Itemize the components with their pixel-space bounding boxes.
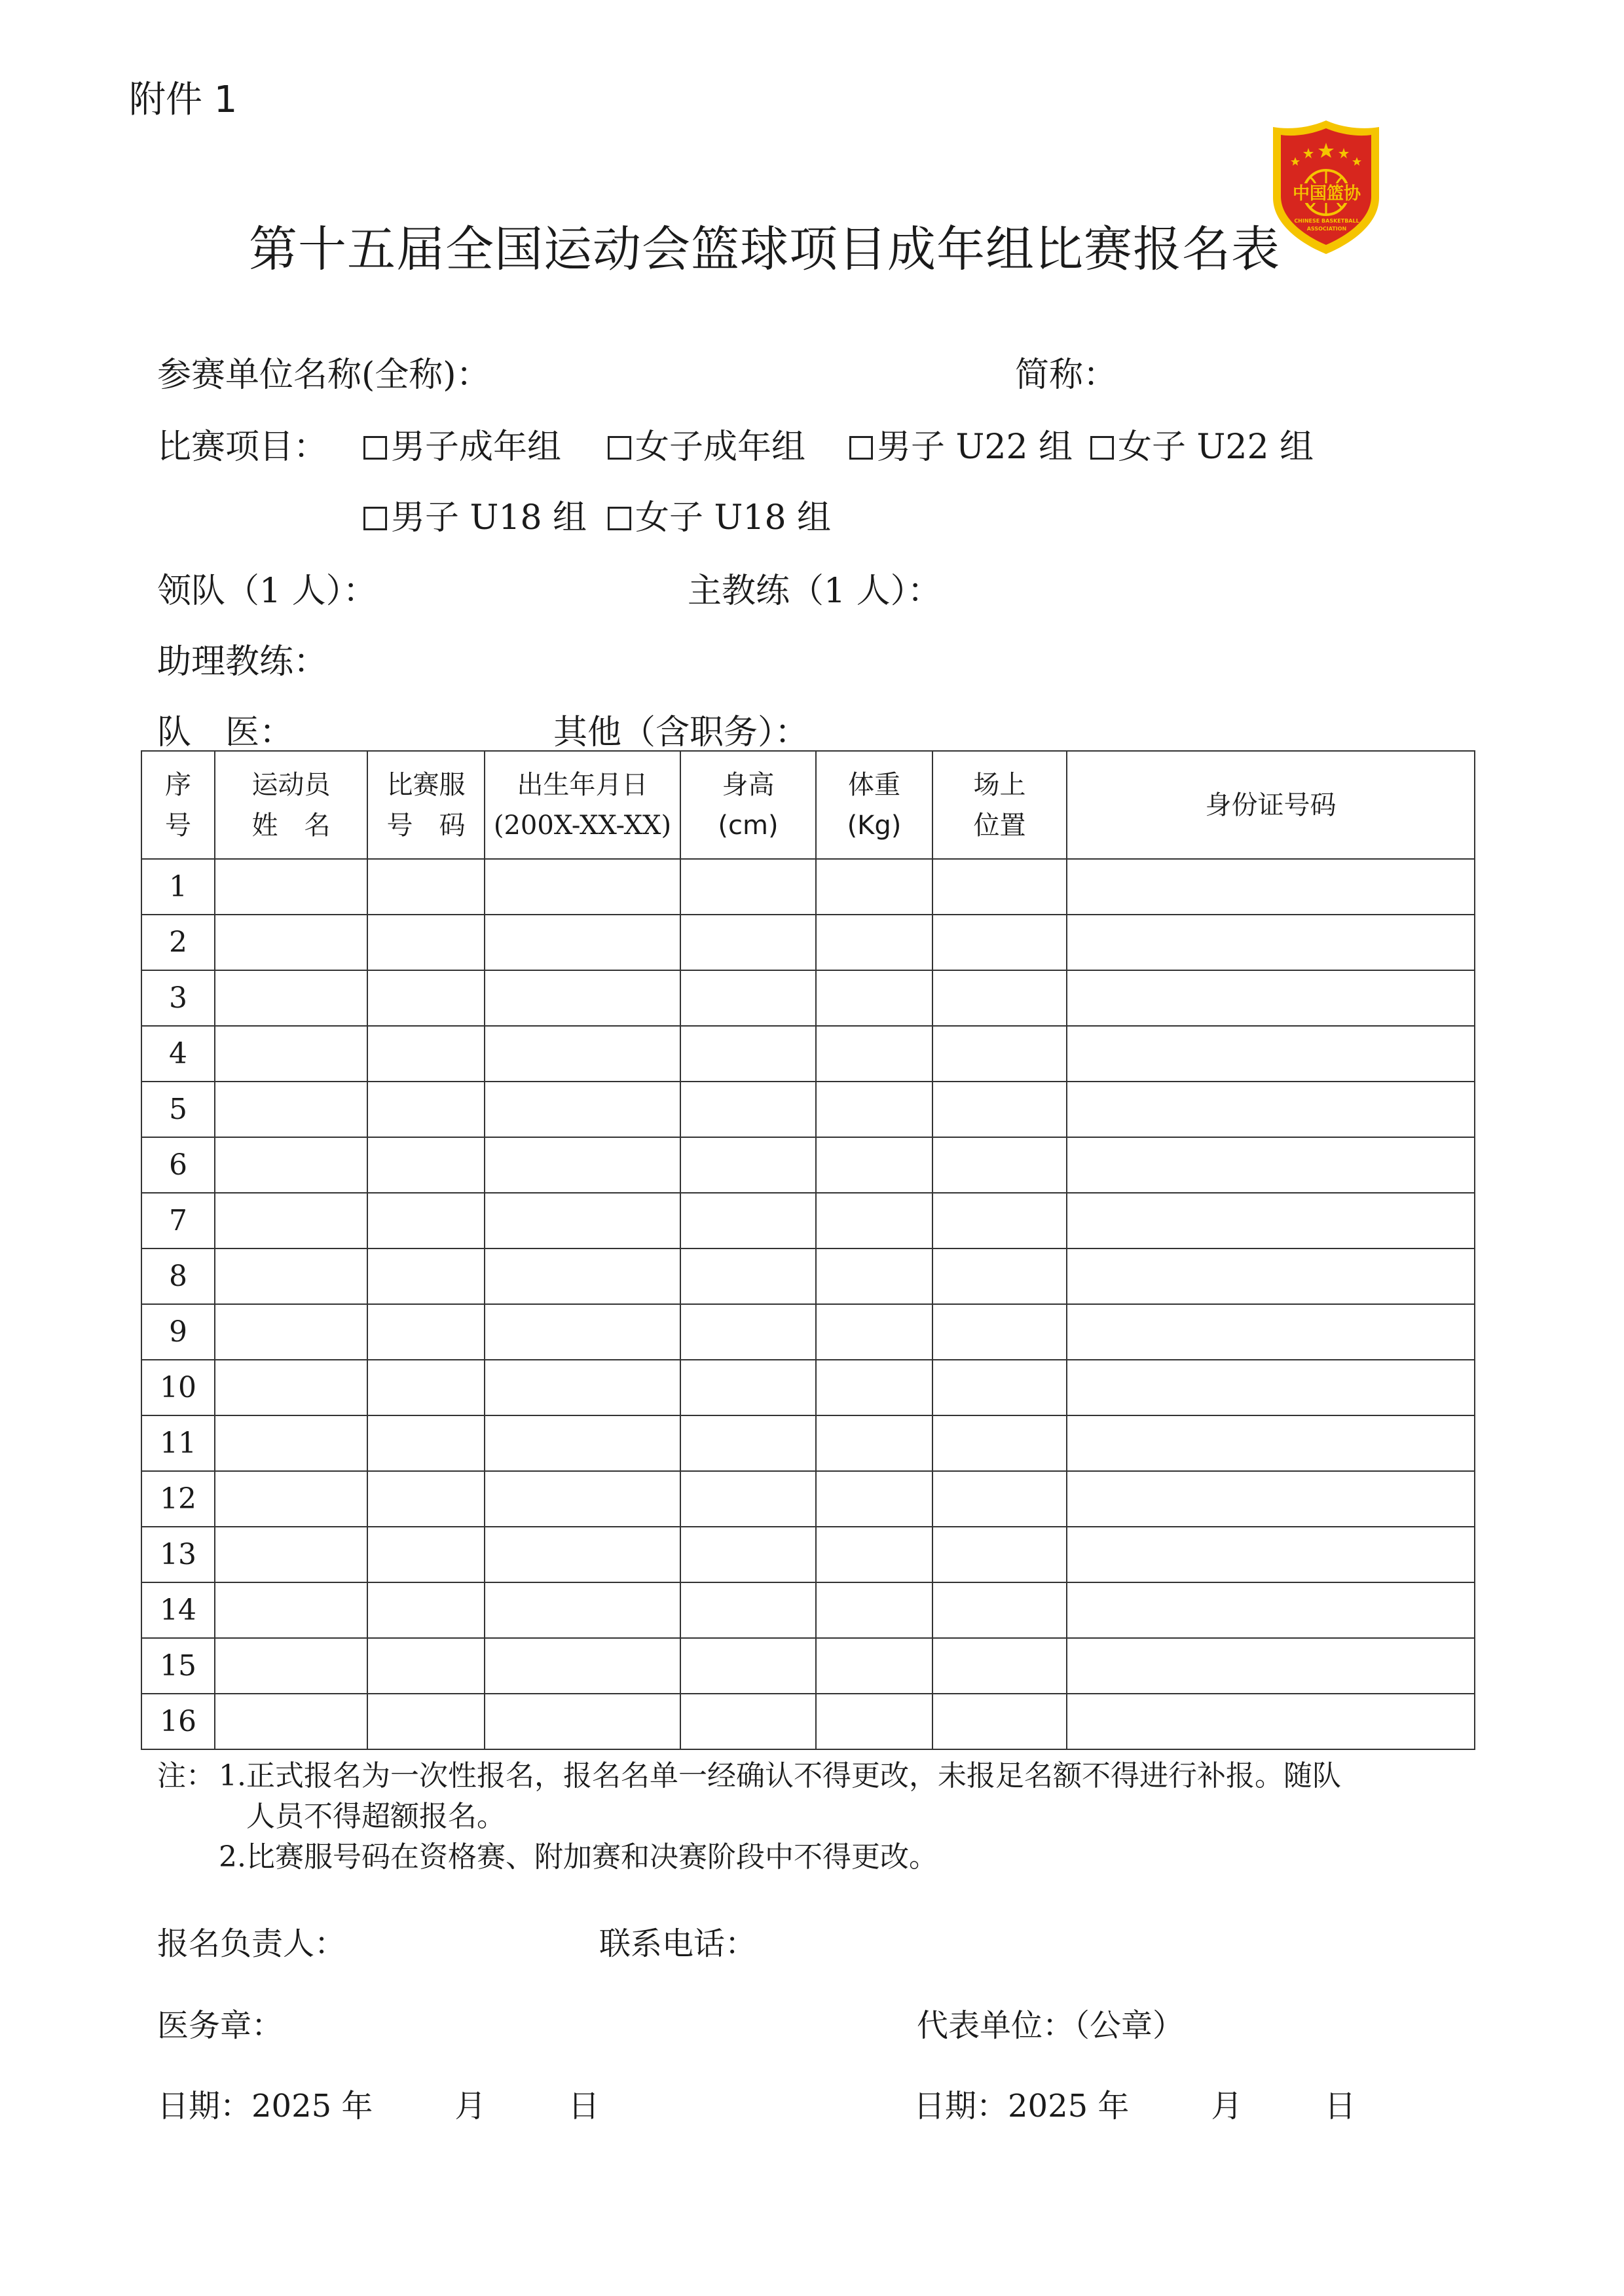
table-cell[interactable] — [215, 1415, 367, 1471]
table-cell[interactable] — [816, 1360, 932, 1415]
table-cell[interactable] — [367, 1026, 485, 1082]
table-cell[interactable] — [1067, 1415, 1475, 1471]
table-cell[interactable] — [367, 1360, 485, 1415]
table-cell[interactable] — [1067, 859, 1475, 915]
row-number: 10 — [141, 1360, 215, 1415]
table-cell[interactable] — [1067, 1638, 1475, 1694]
checkbox-icon[interactable] — [363, 507, 387, 530]
table-cell[interactable] — [680, 1248, 816, 1304]
date-right: 日期：2025 年 月 日 — [913, 2088, 1356, 2124]
page-title: 第十五届全国运动会篮球项目成年组比赛报名表 — [249, 221, 1280, 278]
col-header-seq: 序 号 — [141, 751, 215, 859]
table-cell[interactable] — [485, 1137, 680, 1193]
table-cell[interactable] — [485, 1638, 680, 1694]
table-cell[interactable] — [215, 1694, 367, 1749]
row-number: 6 — [141, 1137, 215, 1193]
table-cell[interactable] — [367, 1527, 485, 1582]
table-cell[interactable] — [816, 1638, 932, 1694]
table-cell[interactable] — [485, 1248, 680, 1304]
table-cell[interactable] — [932, 1527, 1067, 1582]
table-cell[interactable] — [680, 1582, 816, 1638]
table-cell[interactable] — [1067, 1471, 1475, 1527]
table-cell[interactable] — [367, 1471, 485, 1527]
col-header-jersey: 比赛服 号 码 — [367, 751, 485, 859]
table-row — [141, 859, 1475, 915]
table-cell[interactable] — [367, 1415, 485, 1471]
medical-seal-label: 医务章： — [157, 2007, 284, 2044]
table-row — [141, 1026, 1475, 1082]
table-cell[interactable] — [215, 970, 367, 1026]
table-cell[interactable] — [680, 1527, 816, 1582]
event-label: 比赛项目： — [157, 428, 328, 467]
table-cell[interactable] — [485, 1694, 680, 1749]
table-cell[interactable] — [215, 1360, 367, 1415]
table-cell[interactable] — [485, 1471, 680, 1527]
table-cell[interactable] — [367, 1193, 485, 1248]
table-cell[interactable] — [215, 1527, 367, 1582]
table-cell[interactable] — [367, 970, 485, 1026]
note-item-2: 2.比赛服号码在资格赛、附加赛和决赛阶段中不得更改。 — [219, 1840, 938, 1874]
table-cell[interactable] — [485, 1582, 680, 1638]
table-cell[interactable] — [816, 1248, 932, 1304]
table-cell[interactable] — [485, 915, 680, 970]
col-header-name: 运动员 姓 名 — [215, 751, 367, 859]
table-cell[interactable] — [680, 915, 816, 970]
team-leader-label: 领队（1 人）： — [157, 572, 377, 611]
table-cell[interactable] — [1067, 1193, 1475, 1248]
table-cell[interactable] — [215, 859, 367, 915]
table-row — [141, 1527, 1475, 1582]
table-cell[interactable] — [680, 1471, 816, 1527]
table-cell[interactable] — [1067, 1304, 1475, 1360]
table-cell[interactable] — [932, 1026, 1067, 1082]
table-cell[interactable] — [215, 1137, 367, 1193]
row-number: 3 — [141, 970, 215, 1026]
attachment-label: 附件 1 — [129, 79, 238, 121]
table-cell[interactable] — [932, 1137, 1067, 1193]
col-header-weight: 体重 (Kg) — [816, 751, 932, 859]
row-number: 15 — [141, 1638, 215, 1694]
table-cell[interactable] — [680, 1638, 816, 1694]
table-cell[interactable] — [816, 1193, 932, 1248]
table-cell[interactable] — [1067, 1248, 1475, 1304]
row-number: 1 — [141, 859, 215, 915]
table-cell[interactable] — [680, 1026, 816, 1082]
col-header-height: 身高 (cm) — [680, 751, 816, 859]
table-cell[interactable] — [932, 915, 1067, 970]
table-cell[interactable] — [367, 1638, 485, 1694]
table-cell[interactable] — [680, 1360, 816, 1415]
table-cell[interactable] — [367, 1137, 485, 1193]
table-row — [141, 915, 1475, 970]
table-cell[interactable] — [932, 1471, 1067, 1527]
contact-person-label: 报名负责人： — [157, 1925, 346, 1962]
table-cell[interactable] — [485, 1304, 680, 1360]
table-cell[interactable] — [367, 1694, 485, 1749]
logo-text-cn: 中国篮协 — [1292, 184, 1361, 204]
table-row — [141, 1304, 1475, 1360]
table-cell[interactable] — [485, 970, 680, 1026]
event-option[interactable]: 男子 U22 组 — [849, 419, 1073, 468]
event-option[interactable]: 女子成年组 — [608, 419, 805, 468]
row-number: 7 — [141, 1193, 215, 1248]
table-cell[interactable] — [680, 859, 816, 915]
table-row — [141, 1582, 1475, 1638]
svg-text:CHINESE BASKETBALL: CHINESE BASKETBALL — [1294, 218, 1359, 224]
table-cell[interactable] — [215, 1082, 367, 1137]
table-row — [141, 1082, 1475, 1137]
table-cell[interactable] — [816, 1304, 932, 1360]
table-cell[interactable] — [1067, 1082, 1475, 1137]
table-cell[interactable] — [932, 970, 1067, 1026]
table-cell[interactable] — [680, 1304, 816, 1360]
table-cell[interactable] — [215, 1193, 367, 1248]
table-cell[interactable] — [485, 1415, 680, 1471]
unit-name-label: 参赛单位名称(全称)： — [157, 355, 490, 395]
table-cell[interactable] — [485, 1193, 680, 1248]
row-number: 9 — [141, 1304, 215, 1360]
table-row — [141, 1360, 1475, 1415]
row-number: 11 — [141, 1415, 215, 1471]
table-cell[interactable] — [816, 1694, 932, 1749]
unit-short-name-label: 简称： — [1015, 355, 1118, 395]
team-doctor-label: 队 医： — [157, 713, 294, 752]
table-cell[interactable] — [680, 1415, 816, 1471]
table-row — [141, 1638, 1475, 1694]
table-cell[interactable] — [932, 859, 1067, 915]
table-cell[interactable] — [1067, 1582, 1475, 1638]
table-row — [141, 1415, 1475, 1471]
checkbox-icon[interactable] — [608, 507, 631, 530]
table-cell[interactable] — [1067, 1360, 1475, 1415]
table-cell[interactable] — [680, 970, 816, 1026]
other-staff-label: 其他（含职务）： — [553, 713, 809, 752]
assistant-coach-label: 助理教练： — [157, 642, 328, 682]
table-cell[interactable] — [816, 1415, 932, 1471]
table-cell[interactable] — [367, 1582, 485, 1638]
table-cell[interactable] — [932, 1694, 1067, 1749]
table-cell[interactable] — [215, 1248, 367, 1304]
table-cell[interactable] — [816, 1582, 932, 1638]
checkbox-icon[interactable] — [363, 436, 387, 460]
table-cell[interactable] — [485, 1360, 680, 1415]
table-cell[interactable] — [485, 1026, 680, 1082]
notes-prefix: 注： — [157, 1759, 215, 1793]
table-cell[interactable] — [367, 915, 485, 970]
event-option[interactable]: 男子成年组 — [363, 419, 561, 468]
note-item-1: 1.正式报名为一次性报名，报名名单一经确认不得更改，未报足名额不得进行补报。随队 — [219, 1759, 1341, 1793]
event-option[interactable]: 男子 U18 组 — [363, 490, 587, 539]
row-number: 14 — [141, 1582, 215, 1638]
event-option[interactable]: 女子 U18 组 — [608, 490, 831, 539]
table-row — [141, 970, 1475, 1026]
row-number: 12 — [141, 1471, 215, 1527]
table-cell[interactable] — [680, 1082, 816, 1137]
table-cell[interactable] — [1067, 1137, 1475, 1193]
chinese-basketball-association-logo — [1269, 119, 1384, 257]
table-cell[interactable] — [932, 1582, 1067, 1638]
table-cell[interactable] — [367, 1304, 485, 1360]
table-row — [141, 1137, 1475, 1193]
roster-table — [141, 750, 1475, 1750]
col-header-id-number: 身份证号码 — [1067, 751, 1475, 859]
table-cell[interactable] — [932, 1638, 1067, 1694]
event-option[interactable]: 女子 U22 组 — [1090, 419, 1314, 468]
table-cell[interactable] — [485, 1082, 680, 1137]
table-cell[interactable] — [680, 1694, 816, 1749]
table-cell[interactable] — [680, 1137, 816, 1193]
table-cell[interactable] — [367, 1248, 485, 1304]
table-cell[interactable] — [1067, 915, 1475, 970]
unit-seal-label: 代表单位：（公章） — [917, 2007, 1185, 2044]
row-number: 16 — [141, 1694, 215, 1749]
table-cell[interactable] — [816, 970, 932, 1026]
col-header-birthdate: 出生年月日 (200X-XX-XX) — [485, 751, 680, 859]
table-cell[interactable] — [932, 1248, 1067, 1304]
table-cell[interactable] — [485, 1527, 680, 1582]
table-row — [141, 1193, 1475, 1248]
row-number: 5 — [141, 1082, 215, 1137]
table-cell[interactable] — [816, 1471, 932, 1527]
table-row — [141, 1471, 1475, 1527]
table-cell[interactable] — [932, 1304, 1067, 1360]
table-cell[interactable] — [932, 1415, 1067, 1471]
table-cell[interactable] — [816, 1527, 932, 1582]
table-cell[interactable] — [215, 1471, 367, 1527]
row-number: 4 — [141, 1026, 215, 1082]
table-cell[interactable] — [932, 1360, 1067, 1415]
svg-text:ASSOCIATION: ASSOCIATION — [1306, 226, 1347, 232]
table-cell[interactable] — [215, 1026, 367, 1082]
row-number: 8 — [141, 1248, 215, 1304]
table-cell[interactable] — [816, 859, 932, 915]
table-cell[interactable] — [1067, 1527, 1475, 1582]
table-cell[interactable] — [932, 1082, 1067, 1137]
table-cell[interactable] — [367, 1082, 485, 1137]
table-cell[interactable] — [816, 1082, 932, 1137]
col-header-position: 场上 位置 — [932, 751, 1067, 859]
table-cell[interactable] — [215, 1304, 367, 1360]
table-row — [141, 1248, 1475, 1304]
checkbox-icon[interactable] — [608, 436, 631, 460]
table-cell[interactable] — [1067, 970, 1475, 1026]
table-cell[interactable] — [816, 1137, 932, 1193]
table-cell[interactable] — [932, 1193, 1067, 1248]
row-number: 13 — [141, 1527, 215, 1582]
checkbox-icon[interactable] — [849, 436, 873, 460]
date-left: 日期：2025 年 月 日 — [157, 2088, 600, 2124]
contact-phone-label: 联系电话： — [599, 1925, 757, 1962]
table-cell[interactable] — [816, 915, 932, 970]
note-item-1-cont: 人员不得超额报名。 — [246, 1800, 506, 1833]
table-cell[interactable] — [215, 915, 367, 970]
table-row — [141, 1694, 1475, 1749]
table-header-row — [141, 751, 1475, 859]
table-cell[interactable] — [1067, 1694, 1475, 1749]
row-number: 2 — [141, 915, 215, 970]
table-cell[interactable] — [215, 1582, 367, 1638]
table-cell[interactable] — [485, 859, 680, 915]
table-cell[interactable] — [1067, 1026, 1475, 1082]
table-cell[interactable] — [816, 1026, 932, 1082]
table-cell[interactable] — [215, 1638, 367, 1694]
checkbox-icon[interactable] — [1090, 436, 1114, 460]
head-coach-label: 主教练（1 人）： — [688, 572, 942, 611]
table-cell[interactable] — [367, 859, 485, 915]
table-cell[interactable] — [680, 1193, 816, 1248]
